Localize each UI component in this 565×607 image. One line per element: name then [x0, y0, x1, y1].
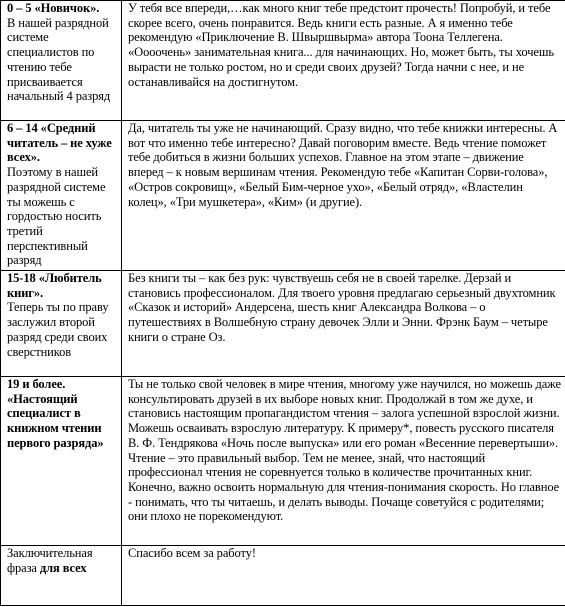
- table-row: [1, 546, 565, 606]
- closing-phrase: Спасибо всем за работу!: [128, 546, 256, 560]
- recommendation-paragraph: Без книги ты – как без рук: чувствуешь себя не в своей тарелке. Дерзай и становись профессионалом. Для твоего уровня предлагаю серьезный двухтомник «Сказок и историй» Андерсена, шесть книг Александра Волкова – о путешествиях в Волшебную страну девочек Элли и Энни. Фрэнк Баум – четыре книги о стране Оз.: [128, 271, 556, 344]
- recommendation-cell: [122, 271, 565, 377]
- recommendation-cell: [122, 377, 565, 546]
- recommendation-paragraph: «Оооочень» занимательная книга... для начинающих. Но, может быть, ты хочешь вырасти не только ростом, но и среди своих друзей? Тогда начни с нее, и не останавливайся на достигнутом.: [128, 45, 554, 89]
- level-cell: [1, 1, 122, 121]
- level-cell: [1, 271, 122, 377]
- table-row: [1, 1, 565, 121]
- level-cell: [1, 377, 122, 546]
- recommendation-paragraph: Ты не только свой человек в мире чтения, многому уже научился, но можешь даже консультировать друзей в их выборе новых книг. Продолжай в том же духе, и становись настоящим пропагандистом чтения – залога успешной взрослой жизни. Можешь осваивать взрослую литературу. К примеру*, повесть русского писателя В. Ф. Тендрякова «Ночь после выпуска» или его роман «Весенние перевертыши».: [128, 377, 562, 450]
- table-row: [1, 377, 565, 546]
- level-title: 19 и более. «Настоящий специалист в книжном чтении первого разряда»: [7, 377, 104, 450]
- level-description: Теперь ты по праву заслужил второй разряд среди своих сверстников: [7, 300, 109, 359]
- recommendation-paragraph: У тебя все впереди,…как много книг тебе предстоит прочесть! Попробуй, и тебе скорее всего, очень понравится. Ведь книги есть разные. А я именно тебе рекомендую «Приключение В. Швыршвырма» автора Тоона Теллегена.: [128, 1, 551, 45]
- recommendation-cell: [122, 121, 565, 271]
- level-cell: [1, 121, 122, 271]
- table-row: [1, 271, 565, 377]
- level-description: Поэтому в нашей разрядной системе ты можешь с гордостью носить третий перспективный разряд: [7, 165, 106, 268]
- level-title: 15-18 «Любитель книг».: [7, 271, 102, 300]
- recommendation-cell: [122, 546, 565, 606]
- level-title: 0 – 5 «Новичок».: [7, 1, 100, 15]
- table-row: [1, 121, 565, 271]
- recommendation-cell: [122, 1, 565, 121]
- level-cell: [1, 546, 122, 606]
- recommendation-paragraph: Чтение – это правильный выбор. Тем не менее, знай, что настоящий профессионал чтения не соревнуется только в количестве прочитанных книг. Конечно, важно освоить нормальную для чтения-понимания скорость. Но главное - понимать, что ты читаешь, и делать выводы. Почаще советуйся с родителями; они плохо не порекомендуют.: [128, 450, 560, 524]
- level-description: В нашей разрядной системе специалистов по чтению тебе присваивается начальный 4 разряд: [7, 15, 111, 104]
- level-title: 6 – 14 «Средний читатель – не хуже всех».: [7, 121, 112, 165]
- closing-label-bold: для всех: [39, 560, 87, 575]
- closing-label: Заключительная фраза: [7, 546, 93, 575]
- recommendation-paragraph: Да, читатель ты уже не начинающий. Сразу видно, что тебе книжки интересны. А вот что именно тебе интересно? Давай поговорим вместе. Ведь чтение поможет тебе добиться в жизни больших успехов. Главное на этом этапе – движение вперед – к новым вершинам чтения. Рекомендую тебе «Капитан Сорви-голова», «Остров сокровищ», «Белый Бим-черное ухо», «Белый отряд», «Властелин колец», «Три мушкетера», «Ким» (и другие).: [128, 121, 558, 209]
